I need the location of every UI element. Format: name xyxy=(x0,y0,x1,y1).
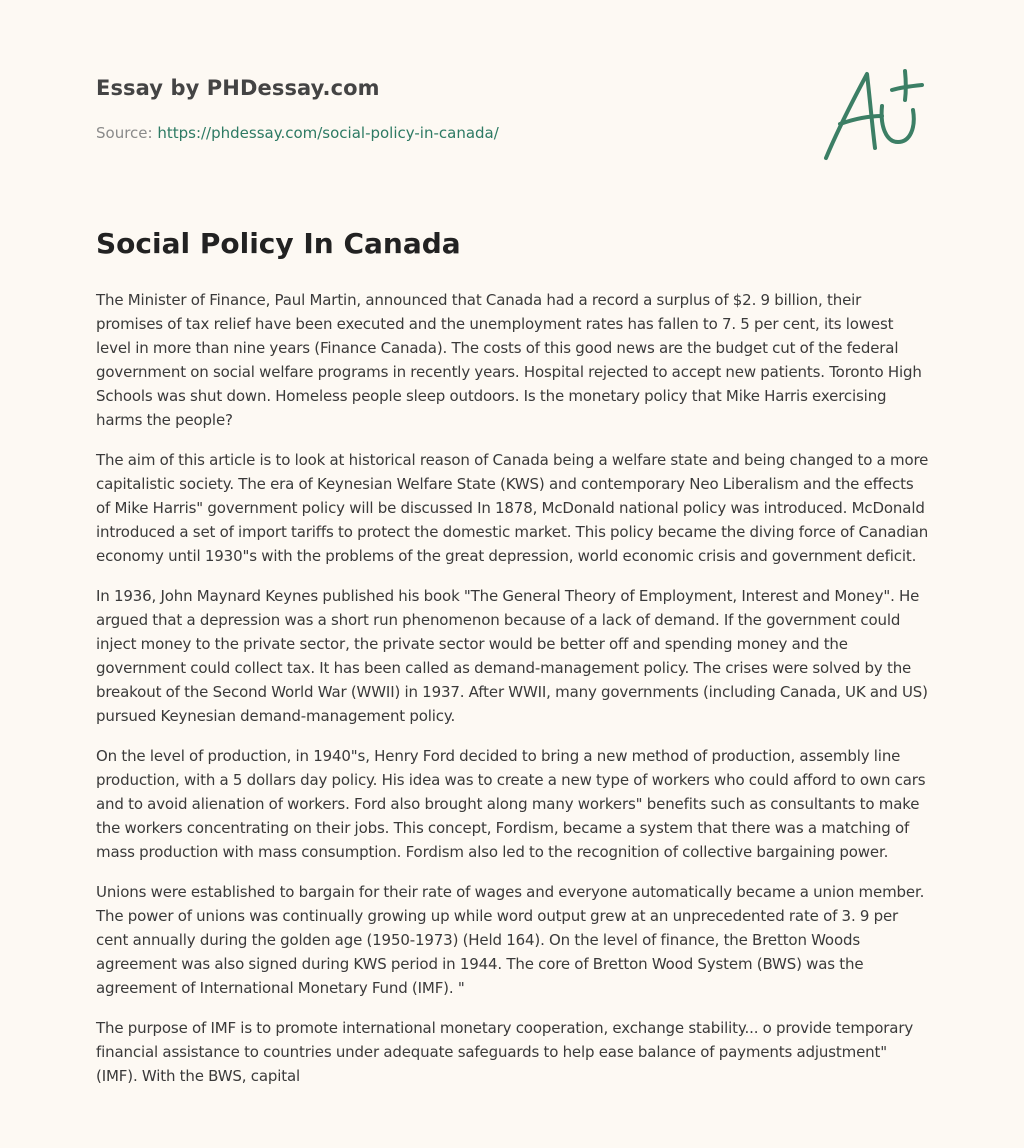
site-title: Essay by PHDessay.com xyxy=(96,76,380,100)
essay-paragraph: The Minister of Finance, Paul Martin, announced that Canada had a record a surplus of $2. 9 billion, their promises of tax relief have been executed and the unemployment rates has fallen to 7. 5 per cent, its lowest level in more than nine years (Finance Canada). The costs of this good news are the budget cut of the federal government on social welfare programs in recently years. Hospital rejected to accept new patients. Toronto High Schools was shut down. Homeless people sleep outdoors. Is the monetary policy that Mike Harris exercising harms the people? xyxy=(96,291,922,429)
essay-content xyxy=(96,222,930,1104)
page-header xyxy=(96,0,928,200)
source-link[interactable]: https://phdessay.com/social-policy-in-canada/ xyxy=(157,124,499,142)
essay-paragraph: On the level of production, in 1940"s, Henry Ford decided to bring a new method of production, assembly line production, with a 5 dollars day policy. His idea was to create a new type of workers who could afford to own cars and to avoid alienation of workers. Ford also brought along many workers" benefits such as consultants to make the workers concentrating on their jobs. This concept, Fordism, became a system that there was a matching of mass production with mass consumption. Fordism also led to the recognition of collective bargaining power. xyxy=(96,747,926,861)
essay-paragraph: In 1936, John Maynard Keynes published his book "The General Theory of Employment, Interest and Money". He argued that a depression was a short run phenomenon because of a lack of demand. If the government could inject money to the private sector, the private sector would be better off and spending money and the government could collect tax. It has been called as demand-management policy. The crises were solved by the breakout of the Second World War (WWII) in 1937. After WWII, many governments (including Canada, UK and US) pursued Keynesian demand-management policy. xyxy=(96,587,928,725)
essay-paragraph: The purpose of IMF is to promote international monetary cooperation, exchange stability... o provide temporary financial assistance to countries under adequate safeguards to help ease balance of payments adjustment" (IMF). With the BWS, capital xyxy=(96,1019,914,1085)
a-plus-logo-icon xyxy=(822,66,928,164)
essay-paragraph: The aim of this article is to look at historical reason of Canada being a welfare state and being changed to a more capitalistic society. The era of Keynesian Welfare State (KWS) and contemporary Neo Liberalism and the effects of Mike Harris" government policy will be discussed In 1878, McDonald national policy was introduced. McDonald introduced a set of import tariffs to protect the domestic market. This policy became the diving force of Canadian economy until 1930"s with the problems of the great depression, world economic crisis and government deficit. xyxy=(96,451,929,565)
essay-paragraph: Unions were established to bargain for their rate of wages and everyone automatically became a union member. The power of unions was continually growing up while word output grew at an unprecedented rate of 3. 9 per cent annually during the golden age (1950-1973) (Held 164). On the level of finance, the Bretton Woods agreement was also signed during KWS period in 1944. The core of Bretton Wood System (BWS) was the agreement of International Monetary Fund (IMF). " xyxy=(96,883,925,997)
essay-title: Social Policy In Canada xyxy=(96,227,461,260)
source-line xyxy=(96,124,499,142)
source-label: Source: xyxy=(96,124,158,142)
